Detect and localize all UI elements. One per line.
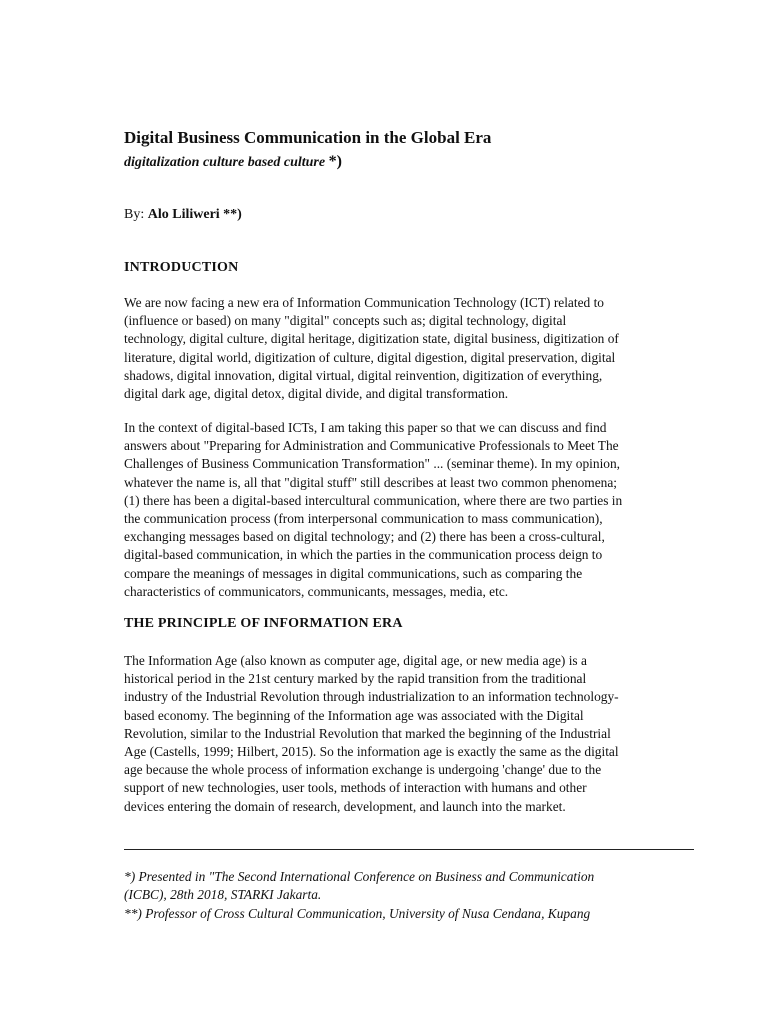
paragraph-line: The Information Age (also known as computer age, digital age, or new media age) is a [124, 653, 587, 668]
paragraph-line: Revolution, similar to the Industrial Revolution that marked the beginning of the Industrial [124, 725, 611, 741]
paragraph-line: digital-based communication, in which the parties in the communication process deign to [124, 547, 603, 563]
paragraph-line: based economy. The beginning of the Information age was associated with the Digital [124, 707, 584, 723]
byline-prefix: By: [124, 207, 148, 222]
author-name: Alo Liliweri **) [147, 207, 242, 222]
paragraph-line: exchanging messages based on digital technology; and (2) there has been a cross-cultural, [124, 529, 605, 545]
document-subtitle [124, 153, 342, 171]
subtitle-footnote-marker: *) [328, 153, 342, 170]
paragraph-line: historical period in the 21st century marked by the rapid transition from the traditional [124, 671, 587, 687]
paragraph-line: answers about "Preparing for Administration and Communicative Professionals to Meet The [124, 438, 619, 454]
paragraph-line: characteristics of communicators, communicants, messages, media, etc. [124, 583, 509, 599]
paragraph-line: Age (Castells, 1999; Hilbert, 2015). So the information age is exactly the same as the digital [124, 744, 619, 760]
paragraph-line: age because the whole process of information exchange is undergoing 'change' due to the [124, 762, 602, 778]
introduction-paragraph-1 [124, 294, 696, 403]
paragraph-line: technology, digital culture, digital heritage, digitization state, digital business, digitization of [124, 331, 619, 347]
footnote-divider [124, 849, 694, 850]
subtitle-text: digitalization culture based culture [124, 155, 326, 170]
paragraph-line: We are now facing a new era of Information Communication Technology (ICT) related to [124, 295, 605, 310]
paragraph-line: In the context of digital-based ICTs, I am taking this paper so that we can discuss and find [124, 420, 607, 435]
paragraph-line: literature, digital world, digitization of culture, digital digestion, digital preservation, digital [124, 349, 616, 365]
section-heading-introduction: INTRODUCTION [124, 260, 239, 275]
paragraph-line: industry of the Industrial Revolution through industrialization to an information technology- [124, 689, 619, 705]
paragraph-line: whatever the name is, all that "digital stuff" still describes at least two common phenomena; [124, 474, 617, 490]
paragraph-line: Challenges of Business Communication Transformation" ... (seminar theme). In my opinion, [124, 456, 621, 472]
section-heading-principle: THE PRINCIPLE OF INFORMATION ERA [124, 616, 403, 631]
paragraph-line: the communication process (from interpersonal communication to mass communication), [124, 511, 603, 527]
footnote-line: **) Professor of Cross Cultural Communication, University of Nusa Cendana, Kupang [124, 905, 591, 921]
principle-paragraph [124, 652, 696, 816]
footnote-line: (ICBC), 28th 2018, STARKI Jakarta. [124, 887, 322, 903]
paragraph-line: support of new technologies, user tools, methods of interaction with humans and other [124, 780, 587, 796]
document-title: Digital Business Communication in the Global Era [124, 128, 492, 147]
introduction-paragraph-2 [124, 419, 696, 601]
paragraph-line: shadows, digital innovation, digital virtual, digital reinvention, digitization of everything, [124, 367, 603, 383]
paragraph-line: compare the meanings of messages in digital communications, such as comparing the [124, 565, 583, 581]
paragraph-line: (1) there has been a digital-based intercultural communication, where there are two parties in [124, 492, 623, 508]
paragraph-line: devices entering the domain of research, development, and launch into the market. [124, 798, 566, 814]
paragraph-line: digital dark age, digital detox, digital divide, and digital transformation. [124, 386, 509, 402]
footnote-line: *) Presented in "The Second International Conference on Business and Communication [124, 869, 595, 884]
paragraph-line: (influence or based) on many "digital" concepts such as; digital technology, digital [124, 313, 567, 329]
footnotes [124, 868, 594, 923]
byline [124, 207, 242, 223]
